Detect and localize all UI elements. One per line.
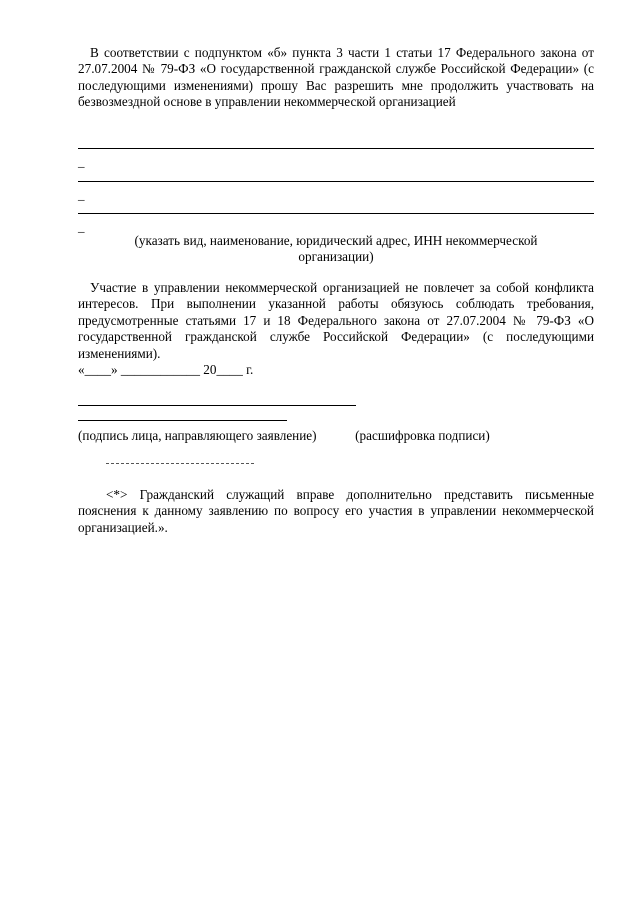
date-line: «____» ____________ 20____ г. [78, 362, 254, 377]
organization-hint-line1: (указать вид, наименование, юридический адрес, ИНН некоммерческой [134, 233, 538, 248]
transcript-label: (расшифровка подписи) [355, 428, 490, 443]
transcript-line [78, 420, 287, 421]
fill-line [78, 148, 594, 149]
fill-line [78, 213, 594, 214]
fill-line [78, 181, 594, 182]
footnote-separator [106, 463, 254, 464]
signature-labels [78, 428, 598, 444]
conflict-paragraph: Участие в управлении некоммерческой организацией не повлечет за собой конфликта интересов. При выполнении указанной работы обязуюсь соблюдать требования, предусмотренные статьями 17 и 18 Федерального закона от 27.07.2004 № 79-ФЗ «О государственной гражданской службе Российской Федерации» (с последующими изменениями). [78, 280, 594, 361]
signature-line [78, 405, 356, 406]
footnote: <*> Гражданский служащий вправе дополнительно представить письменные пояснения к данному заявлению по вопросу его участия в управлении некоммерческой организацией.». [78, 487, 594, 535]
signature-label: (подпись лица, направляющего заявление) [78, 428, 317, 443]
request-paragraph: В соответствии с подпунктом «б» пункта 3 части 1 статьи 17 Федерального закона от 27.07.2004 № 79-ФЗ «О государственной гражданской службе Российской Федерации» (с последующими изменениями) прошу Вас разрешить мне продолжить участвовать на безвозмездной основе в управлении некоммерческой организацией [78, 45, 594, 110]
organization-hint-line2: организации) [298, 249, 374, 264]
fill-line-dash: _ [78, 219, 85, 234]
fill-line-dash: _ [78, 154, 85, 169]
fill-line-dash: _ [78, 187, 85, 202]
